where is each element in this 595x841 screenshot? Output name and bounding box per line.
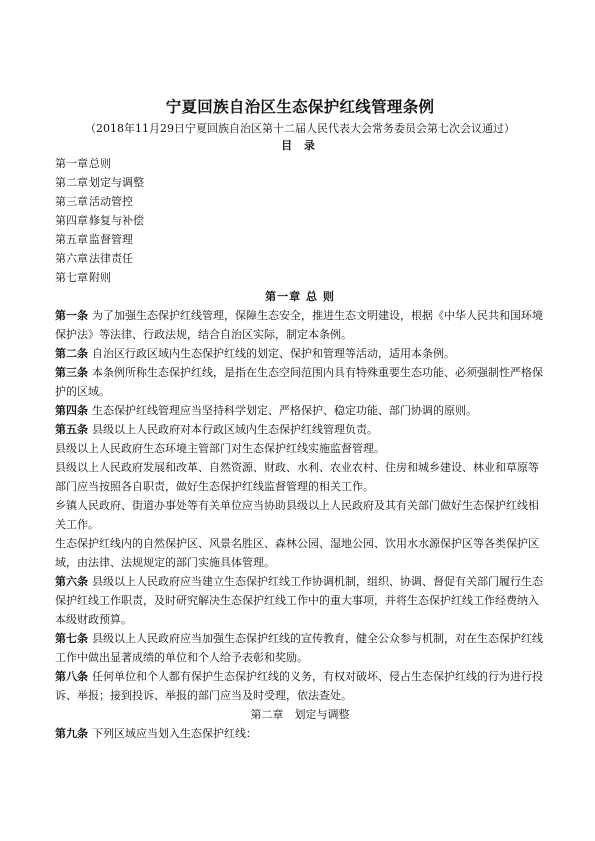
toc-item-number: 第五章	[55, 233, 88, 246]
article-text: 下列区域应当划入生态保护红线：	[92, 727, 257, 740]
toc-item	[55, 154, 545, 173]
article-text: 县级以上人民政府生态环境主管部门对生态保护红线实施监督管理。	[55, 442, 385, 455]
article-text: 为了加强生态保护红线管理，保障生态安全，推进生态文明建设，根据《中华人民共和国环境保护法》等法律、行政法规，结合自治区实际，制定本条例。	[55, 309, 543, 341]
article-label: 第六条	[55, 575, 88, 588]
document-page	[55, 96, 545, 743]
toc-item-number: 第七章	[55, 271, 88, 284]
article-paragraph	[55, 572, 545, 629]
article-text: 本条例所称生态保护红线，是指在生态空间范围内具有特殊重要生态功能、必须强制性严格保护的区域。	[55, 366, 543, 398]
toc-item	[55, 211, 545, 230]
document-title: 宁夏回族自治区生态保护红线管理条例	[165, 98, 435, 116]
toc-item-number: 第一章	[55, 157, 88, 170]
toc-item-name: 附则	[89, 271, 111, 284]
article-text: 乡镇人民政府、街道办事处等有关单位应当协助县级以上人民政府及其有关部门做好生态保护红线相关工作。	[55, 499, 539, 531]
chapter-heading: 第一章 总 则	[265, 290, 335, 303]
article-paragraph	[55, 401, 545, 420]
article-label: 第四条	[55, 404, 88, 417]
toc-item-number: 第四章	[55, 214, 88, 227]
article-paragraph	[55, 363, 545, 401]
article-text: 县级以上人民政府应当建立生态保护红线工作协调机制，组织、协调、督促有关部门履行生态保护红线工作职责，及时研究解决生态保护红线工作中的重大事项，并将生态保护红线工作经费纳入本级财政预算。	[55, 575, 543, 626]
article-label: 第七条	[55, 632, 88, 645]
toc-item-name: 修复与补偿	[89, 214, 144, 227]
article-text: 县级以上人民政府对本行政区域内生态保护红线管理负责。	[92, 423, 378, 436]
article-paragraph	[55, 344, 545, 363]
toc-item	[55, 192, 545, 211]
toc-item-number: 第六章	[55, 252, 88, 265]
article-label: 第八条	[55, 670, 88, 683]
article-paragraph	[55, 420, 545, 439]
article-text: 生态保护红线内的自然保护区、风景名胜区、森林公园、湿地公园、饮用水水源保护区等各类保护区域，由法律、法规规定的部门实施具体管理。	[55, 537, 539, 569]
table-of-contents	[55, 154, 545, 287]
document-subtitle: （2018年11月29日宁夏回族自治区第十二届人民代表大会常务委员会第七次会议通过）	[85, 122, 515, 135]
article-text: 任何单位和个人都有保护生态保护红线的义务，有权对破坏、侵占生态保护红线的行为进行投诉、举报；接到投诉、举报的部门应当及时受理，依法查处。	[55, 670, 543, 702]
article-paragraph	[55, 534, 545, 572]
article-paragraph	[55, 629, 545, 667]
article-label: 第三条	[55, 366, 88, 379]
toc-item-number: 第三章	[55, 195, 88, 208]
toc-item	[55, 268, 545, 287]
toc-item	[55, 173, 545, 192]
article-label: 第一条	[55, 309, 88, 322]
toc-item	[55, 249, 545, 268]
article-text: 县级以上人民政府应当加强生态保护红线的宣传教育，健全公众参与机制，对在生态保护红线工作中做出显著成绩的单位和个人给予表彰和奖励。	[55, 632, 543, 664]
toc-item-name: 法律责任	[89, 252, 133, 265]
toc-item-name: 总则	[89, 157, 111, 170]
article-paragraph	[55, 458, 545, 496]
toc-item-number: 第二章	[55, 176, 88, 189]
article-paragraph	[55, 667, 545, 705]
toc-item	[55, 230, 545, 249]
toc-item-name: 划定与调整	[89, 176, 144, 189]
article-text: 生态保护红线管理应当坚持科学划定、严格保护、稳定功能、部门协调的原则。	[92, 404, 477, 417]
article-label: 第二条	[55, 347, 88, 360]
article-text: 自治区行政区域内生态保护红线的划定、保护和管理等活动，适用本条例。	[92, 347, 455, 360]
article-label: 第五条	[55, 423, 88, 436]
chapter-heading: 第二章 划定与调整	[250, 708, 350, 721]
article-text: 县级以上人民政府发展和改革、自然资源、财政、水利、农业农村、住房和城乡建设、林业和草原等部门应当按照各自职责，做好生态保护红线监督管理的相关工作。	[55, 461, 539, 493]
article-paragraph	[55, 724, 545, 743]
article-paragraph	[55, 496, 545, 534]
article-label: 第九条	[55, 727, 88, 740]
toc-item-name: 监督管理	[89, 233, 133, 246]
article-paragraph	[55, 439, 545, 458]
toc-item-name: 活动管控	[89, 195, 133, 208]
article-paragraph	[55, 306, 545, 344]
toc-heading: 目 录	[281, 139, 319, 152]
